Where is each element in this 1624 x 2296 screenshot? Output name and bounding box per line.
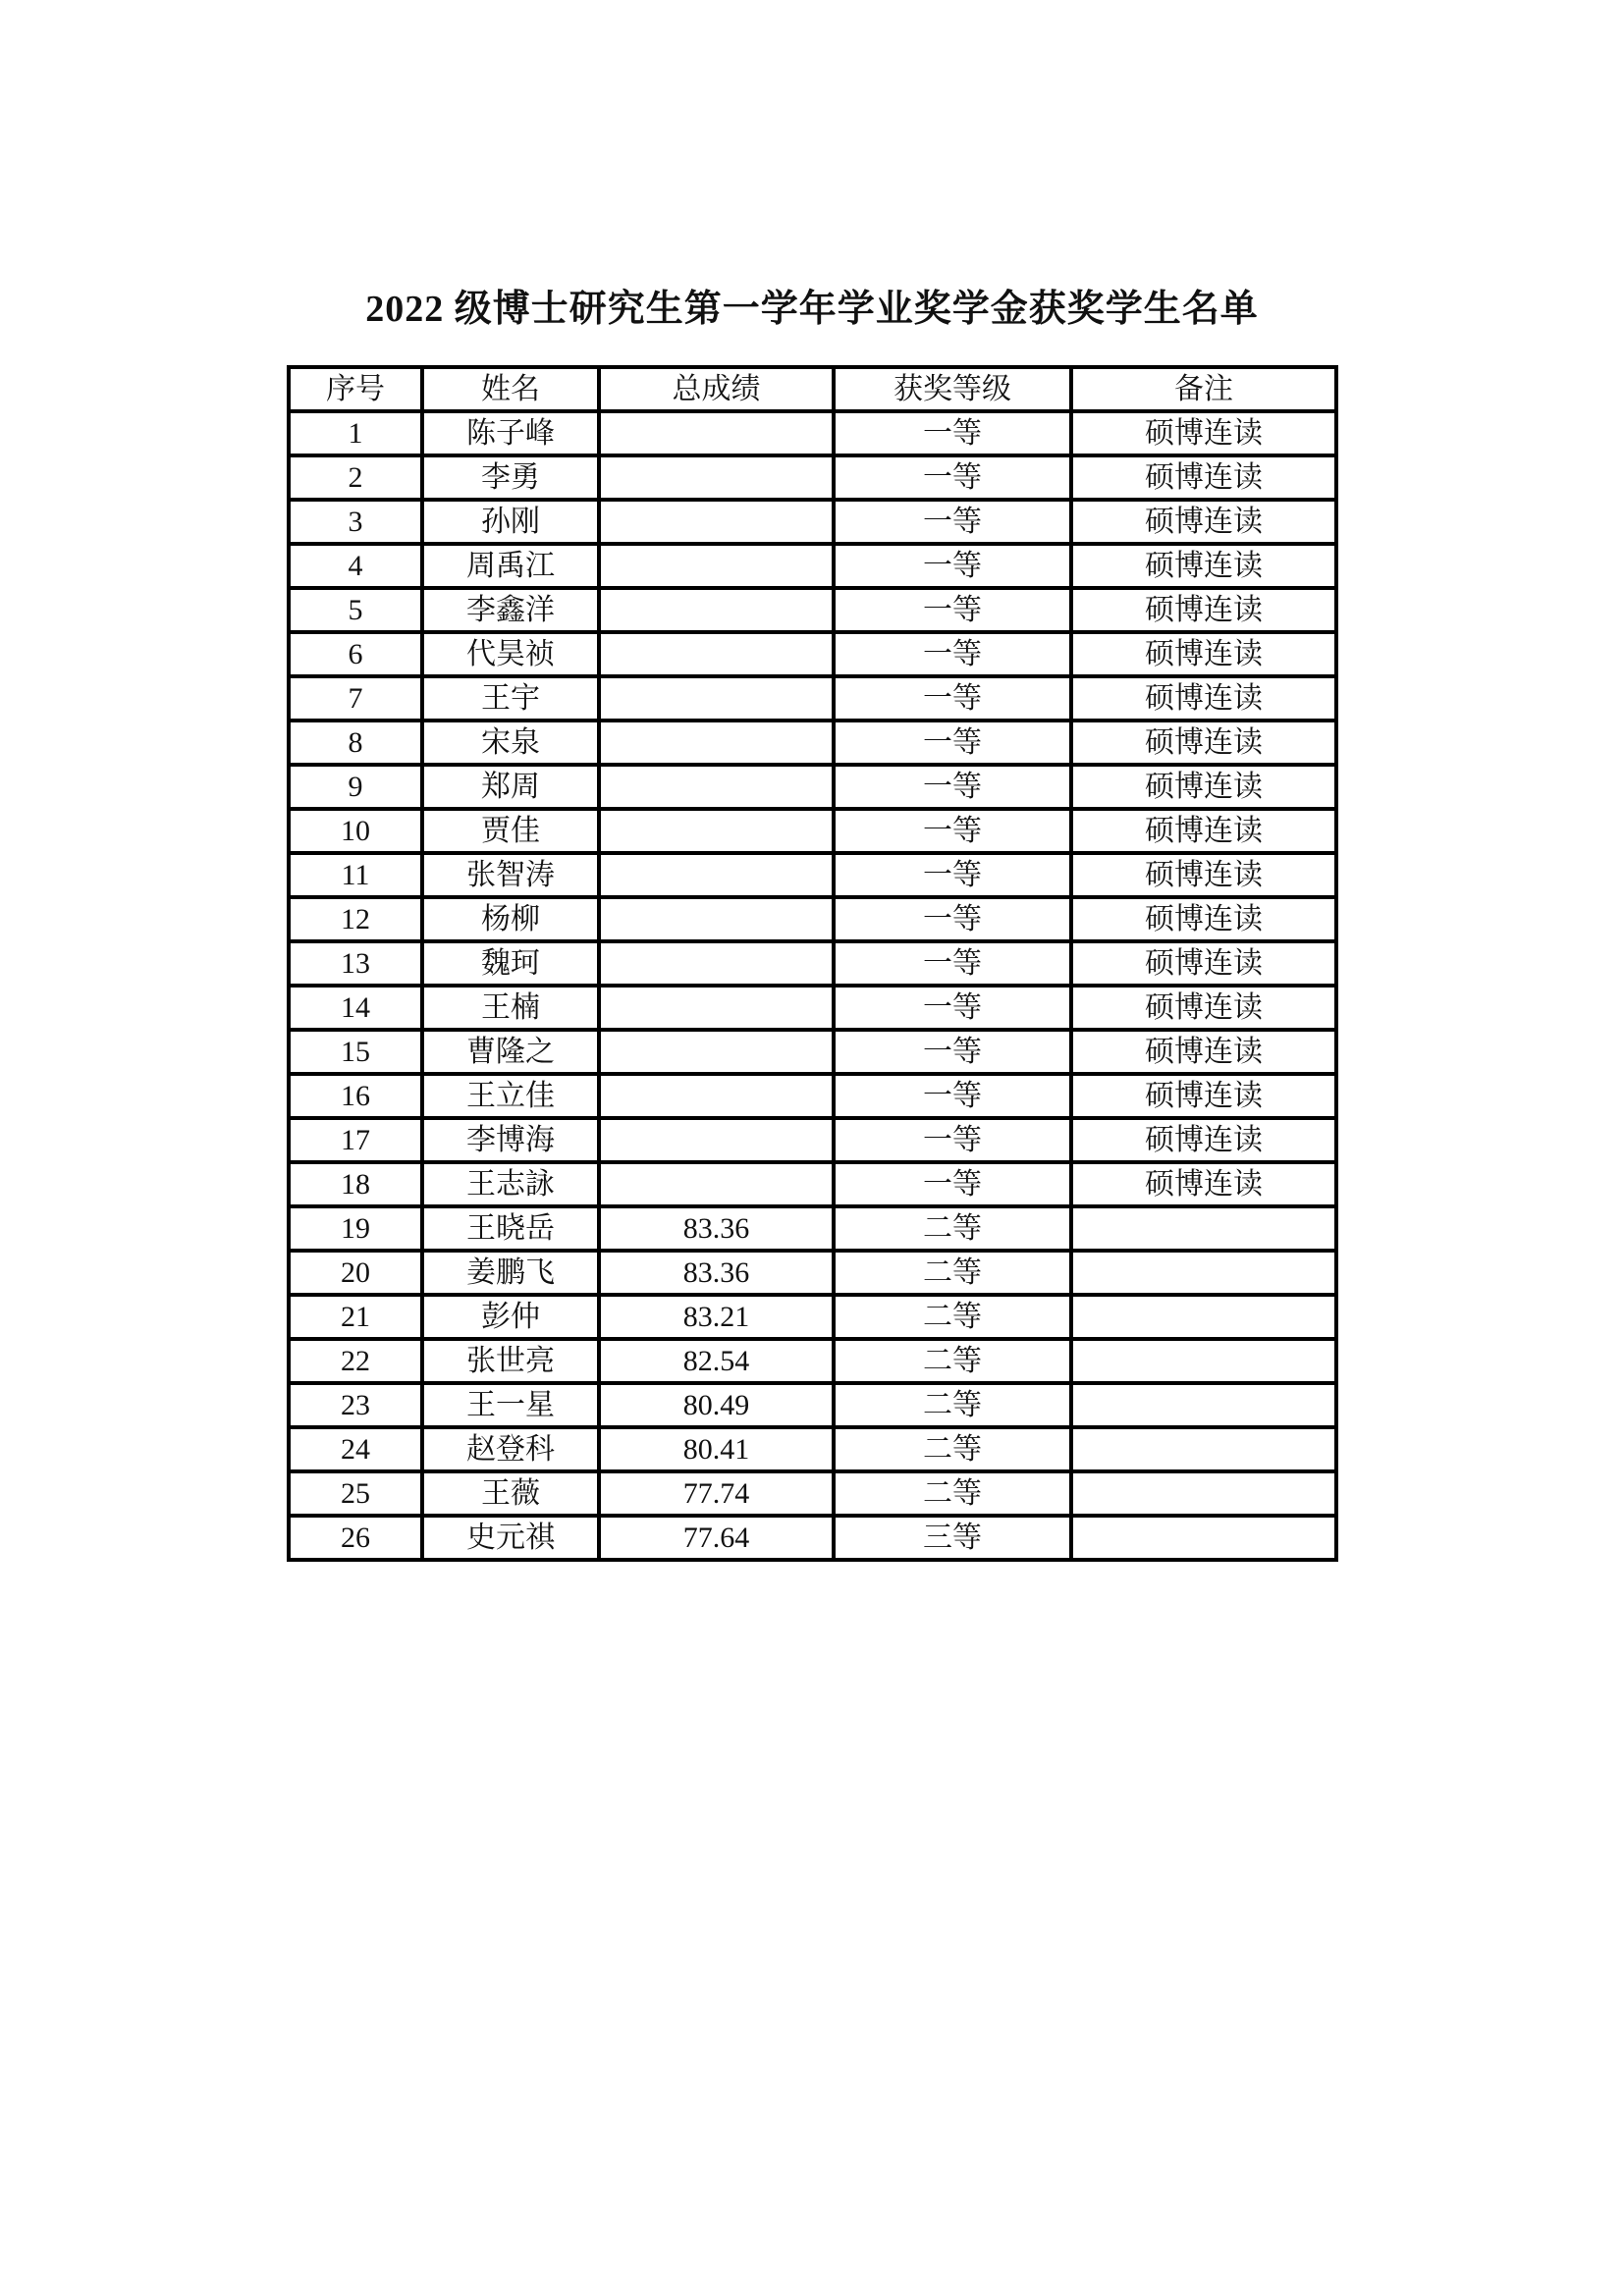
cell-no: 22: [289, 1339, 422, 1383]
cell-score: [599, 1162, 834, 1206]
cell-name: 曹隆之: [422, 1030, 599, 1074]
cell-remark: [1071, 1251, 1336, 1295]
header-grade: 获奖等级: [834, 367, 1071, 411]
cell-remark: 硕博连读: [1071, 676, 1336, 721]
cell-grade: 二等: [834, 1427, 1071, 1471]
cell-remark: 硕博连读: [1071, 809, 1336, 853]
cell-remark: 硕博连读: [1071, 721, 1336, 765]
cell-grade: 一等: [834, 809, 1071, 853]
cell-remark: [1071, 1427, 1336, 1471]
cell-name: 张智涛: [422, 853, 599, 897]
cell-score: [599, 500, 834, 544]
cell-grade: 一等: [834, 632, 1071, 676]
cell-name: 贾佳: [422, 809, 599, 853]
cell-grade: 二等: [834, 1251, 1071, 1295]
cell-name: 孙刚: [422, 500, 599, 544]
cell-name: 陈子峰: [422, 411, 599, 455]
cell-grade: 一等: [834, 897, 1071, 941]
cell-remark: 硕博连读: [1071, 986, 1336, 1030]
cell-no: 16: [289, 1074, 422, 1118]
table-row: [289, 809, 1336, 853]
header-name: 姓名: [422, 367, 599, 411]
cell-no: 10: [289, 809, 422, 853]
table-row: [289, 455, 1336, 500]
cell-no: 12: [289, 897, 422, 941]
cell-score: [599, 676, 834, 721]
cell-score: [599, 588, 834, 632]
cell-grade: 一等: [834, 765, 1071, 809]
cell-no: 15: [289, 1030, 422, 1074]
cell-remark: 硕博连读: [1071, 1030, 1336, 1074]
cell-no: 20: [289, 1251, 422, 1295]
cell-remark: [1071, 1383, 1336, 1427]
cell-grade: 一等: [834, 544, 1071, 588]
cell-grade: 一等: [834, 1118, 1071, 1162]
award-table: [287, 365, 1338, 1562]
cell-score: [599, 1074, 834, 1118]
cell-name: 王志詠: [422, 1162, 599, 1206]
cell-remark: [1071, 1471, 1336, 1516]
cell-remark: 硕博连读: [1071, 1074, 1336, 1118]
table-row: [289, 1118, 1336, 1162]
cell-remark: 硕博连读: [1071, 632, 1336, 676]
cell-name: 王薇: [422, 1471, 599, 1516]
cell-remark: 硕博连读: [1071, 853, 1336, 897]
page-title: 2022 级博士研究生第一学年学业奖学金获奖学生名单: [365, 289, 1259, 330]
cell-grade: 一等: [834, 941, 1071, 986]
cell-remark: 硕博连读: [1071, 765, 1336, 809]
table-row: [289, 1383, 1336, 1427]
cell-name: 代昊祯: [422, 632, 599, 676]
cell-remark: [1071, 1339, 1336, 1383]
table-row: [289, 721, 1336, 765]
cell-no: 1: [289, 411, 422, 455]
cell-no: 19: [289, 1206, 422, 1251]
cell-no: 23: [289, 1383, 422, 1427]
cell-name: 宋泉: [422, 721, 599, 765]
cell-grade: 一等: [834, 588, 1071, 632]
cell-score: [599, 544, 834, 588]
cell-name: 王立佳: [422, 1074, 599, 1118]
cell-remark: [1071, 1206, 1336, 1251]
table-row: [289, 632, 1336, 676]
cell-no: 3: [289, 500, 422, 544]
cell-grade: 一等: [834, 500, 1071, 544]
cell-remark: 硕博连读: [1071, 897, 1336, 941]
cell-score: 83.36: [599, 1206, 834, 1251]
cell-name: 王晓岳: [422, 1206, 599, 1251]
table-row: [289, 1030, 1336, 1074]
cell-remark: 硕博连读: [1071, 544, 1336, 588]
cell-no: 6: [289, 632, 422, 676]
cell-grade: 一等: [834, 676, 1071, 721]
cell-grade: 一等: [834, 1030, 1071, 1074]
cell-grade: 一等: [834, 721, 1071, 765]
table-row: [289, 1427, 1336, 1471]
table-body: [289, 411, 1336, 1560]
cell-no: 14: [289, 986, 422, 1030]
cell-grade: 二等: [834, 1471, 1071, 1516]
cell-score: 80.41: [599, 1427, 834, 1471]
cell-grade: 一等: [834, 1162, 1071, 1206]
cell-no: 5: [289, 588, 422, 632]
cell-name: 郑周: [422, 765, 599, 809]
cell-no: 25: [289, 1471, 422, 1516]
cell-score: [599, 1118, 834, 1162]
cell-name: 李博海: [422, 1118, 599, 1162]
cell-no: 2: [289, 455, 422, 500]
cell-score: 82.54: [599, 1339, 834, 1383]
cell-score: [599, 455, 834, 500]
table-row: [289, 1074, 1336, 1118]
cell-no: 17: [289, 1118, 422, 1162]
cell-score: 80.49: [599, 1383, 834, 1427]
table-row: [289, 500, 1336, 544]
cell-no: 26: [289, 1516, 422, 1560]
table-row: [289, 1295, 1336, 1339]
cell-score: 77.74: [599, 1471, 834, 1516]
cell-name: 周禹江: [422, 544, 599, 588]
table-row: [289, 897, 1336, 941]
cell-score: [599, 632, 834, 676]
cell-score: [599, 853, 834, 897]
cell-grade: 一等: [834, 411, 1071, 455]
table-row: [289, 986, 1336, 1030]
table-header-row: [289, 367, 1336, 411]
table-row: [289, 1206, 1336, 1251]
header-no: 序号: [289, 367, 422, 411]
header-remark: 备注: [1071, 367, 1336, 411]
table-row: [289, 853, 1336, 897]
cell-remark: 硕博连读: [1071, 500, 1336, 544]
cell-score: [599, 986, 834, 1030]
cell-remark: 硕博连读: [1071, 1162, 1336, 1206]
table-row: [289, 765, 1336, 809]
table-row: [289, 1162, 1336, 1206]
cell-no: 7: [289, 676, 422, 721]
cell-name: 魏珂: [422, 941, 599, 986]
table-row: [289, 1339, 1336, 1383]
cell-score: [599, 941, 834, 986]
cell-remark: 硕博连读: [1071, 1118, 1336, 1162]
cell-name: 王宇: [422, 676, 599, 721]
table-row: [289, 588, 1336, 632]
cell-no: 11: [289, 853, 422, 897]
cell-remark: 硕博连读: [1071, 455, 1336, 500]
table-row: [289, 411, 1336, 455]
cell-name: 李勇: [422, 455, 599, 500]
cell-remark: [1071, 1295, 1336, 1339]
cell-remark: 硕博连读: [1071, 411, 1336, 455]
cell-grade: 二等: [834, 1383, 1071, 1427]
cell-no: 24: [289, 1427, 422, 1471]
table-row: [289, 544, 1336, 588]
cell-remark: 硕博连读: [1071, 941, 1336, 986]
table-row: [289, 676, 1336, 721]
cell-score: [599, 721, 834, 765]
table-row: [289, 941, 1336, 986]
cell-score: 77.64: [599, 1516, 834, 1560]
cell-name: 姜鹏飞: [422, 1251, 599, 1295]
cell-score: [599, 411, 834, 455]
cell-name: 彭仲: [422, 1295, 599, 1339]
cell-no: 4: [289, 544, 422, 588]
cell-name: 赵登科: [422, 1427, 599, 1471]
cell-grade: 二等: [834, 1295, 1071, 1339]
cell-grade: 一等: [834, 455, 1071, 500]
table-row: [289, 1471, 1336, 1516]
cell-grade: 一等: [834, 853, 1071, 897]
cell-score: [599, 809, 834, 853]
cell-no: 18: [289, 1162, 422, 1206]
table-row: [289, 1251, 1336, 1295]
cell-name: 张世亮: [422, 1339, 599, 1383]
cell-score: [599, 897, 834, 941]
cell-grade: 三等: [834, 1516, 1071, 1560]
table-row: [289, 1516, 1336, 1560]
cell-name: 史元祺: [422, 1516, 599, 1560]
cell-grade: 二等: [834, 1206, 1071, 1251]
cell-no: 8: [289, 721, 422, 765]
cell-no: 13: [289, 941, 422, 986]
cell-name: 王一星: [422, 1383, 599, 1427]
header-score: 总成绩: [599, 367, 834, 411]
cell-remark: 硕博连读: [1071, 588, 1336, 632]
cell-no: 9: [289, 765, 422, 809]
cell-grade: 一等: [834, 986, 1071, 1030]
cell-name: 王楠: [422, 986, 599, 1030]
cell-score: [599, 1030, 834, 1074]
cell-score: [599, 765, 834, 809]
cell-no: 21: [289, 1295, 422, 1339]
cell-score: 83.36: [599, 1251, 834, 1295]
cell-score: 83.21: [599, 1295, 834, 1339]
cell-remark: [1071, 1516, 1336, 1560]
cell-name: 李鑫洋: [422, 588, 599, 632]
cell-grade: 一等: [834, 1074, 1071, 1118]
cell-name: 杨柳: [422, 897, 599, 941]
cell-grade: 二等: [834, 1339, 1071, 1383]
